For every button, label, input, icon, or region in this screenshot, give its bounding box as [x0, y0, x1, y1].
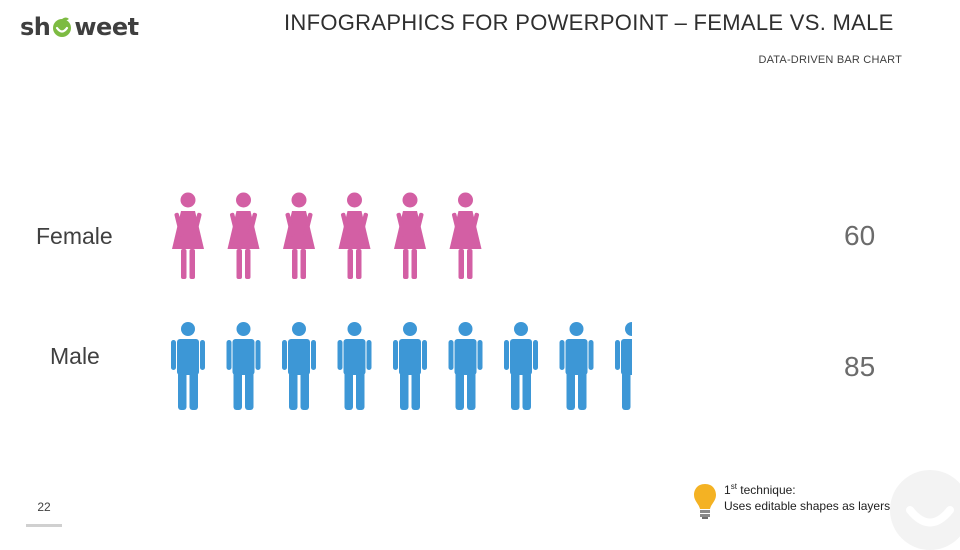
female-figure-icon — [228, 193, 260, 280]
male-figure-icon — [282, 322, 316, 410]
male-figure-icon — [171, 322, 205, 410]
technique-note — [692, 482, 890, 520]
male-figure-icon — [227, 322, 261, 410]
page-title: INFOGRAPHICS FOR POWERPOINT – FEMALE VS. MALE — [284, 10, 894, 35]
male-figure-icon — [338, 322, 372, 410]
male-figure-icon — [560, 322, 594, 410]
tip-line1: technique: — [736, 483, 796, 497]
tip-line2: Uses editable shapes as layers — [724, 499, 891, 513]
watermark-leaf-icon — [880, 460, 960, 550]
technique-text — [724, 482, 890, 514]
tip-ordinal-suffix: st — [730, 482, 737, 491]
logo-text-left: sh — [20, 13, 51, 41]
female-figure-icon — [394, 193, 426, 280]
male-figure-icon — [449, 322, 483, 410]
value-label-male: 85 — [844, 351, 876, 382]
page-subtitle: DATA-DRIVEN BAR CHART — [758, 54, 902, 66]
female-figure-icon — [339, 193, 371, 280]
female-figure-icon — [172, 193, 204, 280]
lightbulb-icon — [692, 482, 718, 520]
category-label-male: Male — [50, 343, 100, 369]
tip-ordinal-number: 1 — [724, 483, 731, 497]
male-figure-icon — [393, 322, 427, 410]
page-number: 22 — [26, 490, 62, 527]
value-label-female: 60 — [844, 220, 876, 251]
logo-text-right: weet — [74, 13, 139, 41]
female-figure-icon — [450, 193, 482, 280]
female-figure-icon — [283, 193, 315, 280]
male-figure-icon — [504, 322, 538, 410]
male-figure-icon — [615, 322, 649, 410]
category-label-female: Female — [36, 223, 113, 249]
